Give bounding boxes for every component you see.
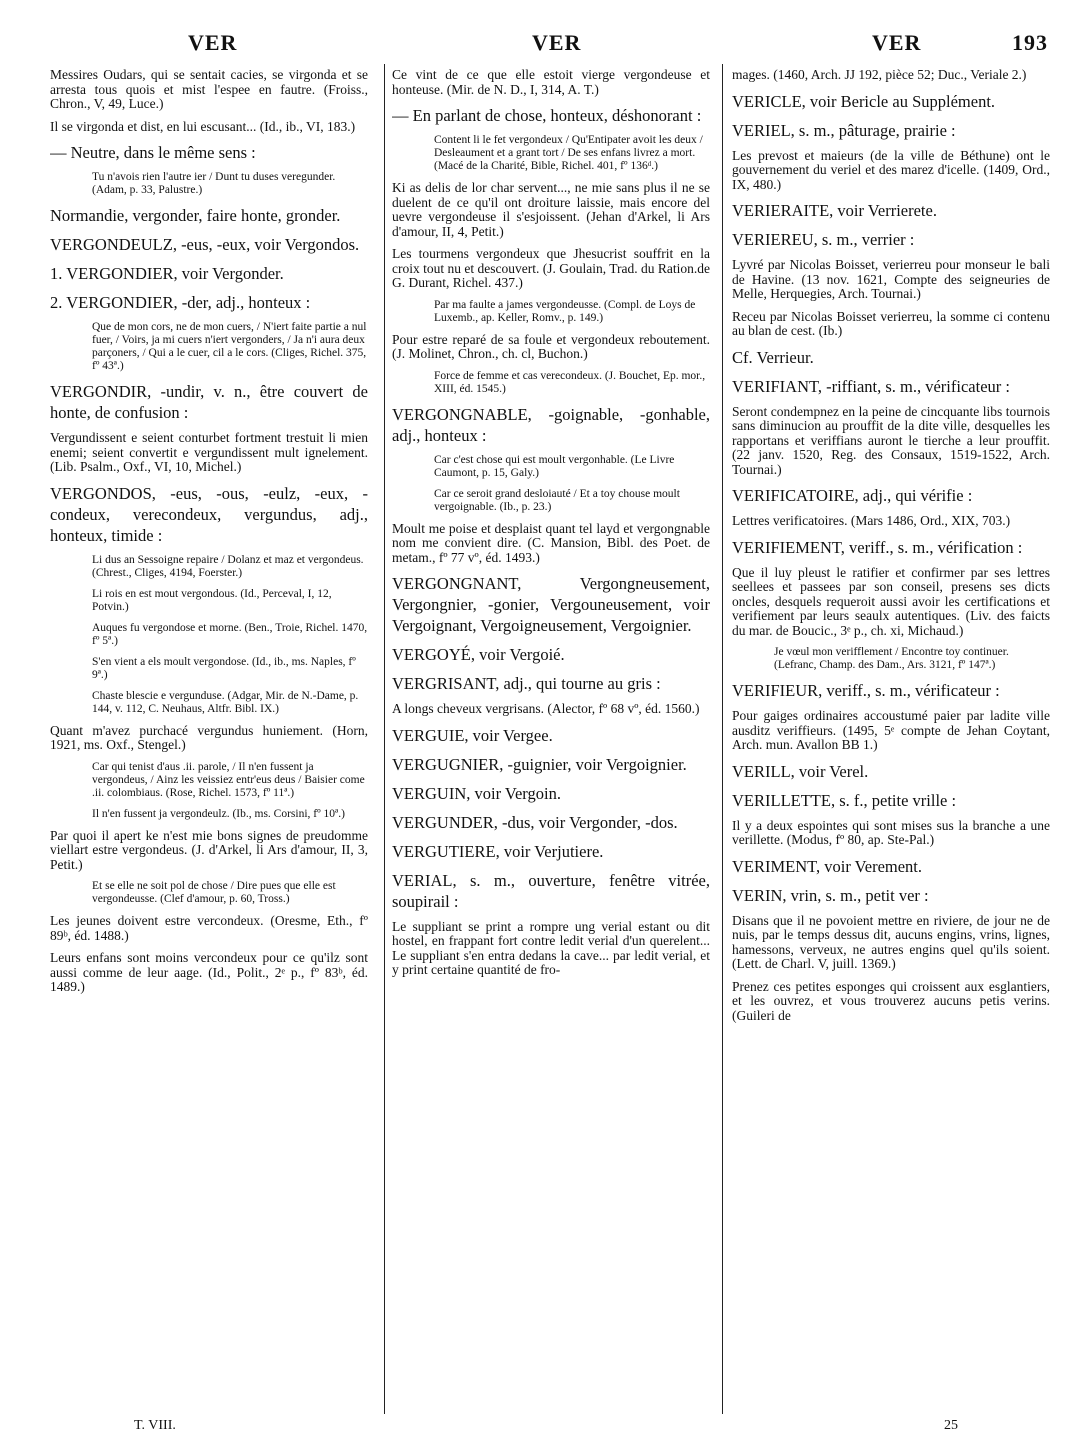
- prose-citation: Ki as delis de lor char servent..., ne mie sans plus il ne se duelent de ce qu'il ont droiture laissie, mais encore del uevre vergondeuse il s'esjoissent. (Jehan d'Arkel, li Ars d'amour, II, 4, Petit.): [392, 180, 710, 239]
- running-head-left: VER: [188, 30, 238, 55]
- prose-citation: Pour estre reparé de sa foule et vergondeux reboutement. (J. Molinet, Chron., ch. cl, Buchon.): [392, 331, 710, 361]
- entry-headword: VERICLE, voir Bericle au Supplément.: [732, 91, 996, 111]
- entry-headword: VERGONDIR, -undir, v. n., être couvert de honte, de confusion :: [50, 382, 368, 422]
- entry-headword: VERGONGNANT, Vergongneusement, Vergongnier, -gonier, Vergouneusement, voir Vergoignant, Vergoigneusement, Vergoignier.: [392, 574, 710, 635]
- entry-headword: VERGUNDER, -dus, voir Vergonder, -dos.: [392, 812, 678, 832]
- running-head-right: VER: [872, 30, 922, 55]
- entry-headword: — Neutre, dans le même sens :: [50, 143, 256, 162]
- entry-headword: VERIAL, s. m., ouverture, fenêtre vitrée, soupirail :: [392, 870, 710, 911]
- verse-citation: Car c'est chose qui est moult vergonhable. (Le Livre Caumont, p. 15, Galy.): [434, 453, 675, 479]
- entry-headword: VERIERAITE, voir Verrierete.: [732, 201, 937, 220]
- entry-headword: VERGUGNIER, -guignier, voir Vergoignier.: [392, 754, 687, 774]
- prose-citation: Prenez ces petites esponges qui croissent aux esglantiers, et les ouvrez, et vous trouverez aucuns petis verins. (Guileri de: [732, 978, 1050, 1023]
- prose-citation: mages. (1460, Arch. JJ 192, pièce 52; Duc., Veriale 2.): [732, 68, 1027, 82]
- entry-headword: VERIFICATOIRE, adj., qui vérifie :: [732, 486, 973, 505]
- verse-citation: Chaste blescie e vergunduse. (Adgar, Mir. de N.-Dame, p. 144, v. 112, C. Neuhaus, Altfr. Bibl. IX.): [92, 689, 359, 715]
- entry-headword: VERGUIN, voir Vergoin.: [392, 783, 561, 803]
- entry-headword: VERGONGNABLE, -goignable, -gonhable, adj., honteux :: [392, 404, 710, 445]
- entry-headword: VERILL, voir Verel.: [732, 761, 869, 781]
- prose-citation: Par quoi il apert ke n'est mie bons signes de preudomme viellart estre vergondeus. (J. d'Arkel, li Ars d'amour, II, 3, Petit.): [50, 827, 368, 872]
- prose-citation: Receu par Nicolas Boisset verierreu, la somme ci contenu au blan de cest. (Ib.): [732, 308, 1050, 338]
- verse-citation: Que de mon cors, ne de mon cuers, / N'iert faite partie a nul fuer, / Voirs, ja mi cuers n'iert vergonders, / Ja n'i aura deux parçoners, / Qui a le cuer, cil a le cors. (Cliges, Richel. 375, fº 43ª.): [92, 321, 367, 372]
- entry-headword: 1. VERGONDIER, voir Vergonder.: [50, 264, 284, 283]
- column-rule-left: [384, 64, 385, 1414]
- page-number: 193: [1012, 30, 1048, 55]
- entry-headword: VERGONDOS, -eus, -ous, -eulz, -eux, -condeux, verecondeux, vergundus, adj., honteux, timide :: [50, 483, 368, 545]
- prose-citation: Les tourmens vergondeux que Jhesucrist souffrit en la croix tout nu et descouvert. (J. Goulain, Trad. du Ration.de G. Durant, Richel. 437.): [392, 246, 710, 290]
- prose-citation: Lettres verificatoires. (Mars 1486, Ord., XIX, 703.): [732, 513, 1011, 528]
- prose-citation: Seront condempnez en la peine de cincquante libs tournois sans diminucion au prouffit de la dite ville, desquelles les rapportans et veriffians auront le tierche a leur prouffit. (22 janv. 1520, Reg. des Consaux, 1519-1522, Arch. Tournai.): [732, 403, 1050, 477]
- running-head-center: VER: [532, 30, 582, 55]
- entry-headword: VERIFIANT, -riffiant, s. m., vérificateur :: [732, 376, 1010, 396]
- entry-headword: VERGOYÉ, voir Vergoié.: [392, 645, 565, 664]
- prose-citation: A longs cheveux vergrisans. (Alector, fº 68 vº, éd. 1560.): [392, 701, 700, 716]
- entry-headword: VERIEL, s. m., pâturage, prairie :: [732, 120, 956, 140]
- entry-headword: VERIEREU, s. m., verrier :: [732, 230, 915, 249]
- prose-citation: Les prevost et maieurs (de la ville de Béthune) ont le gouvernement du veriel et des marez d'icelle. (1409, Ord., IX, 480.): [732, 147, 1050, 192]
- column-middle: [392, 68, 710, 1408]
- entry-headword: VERGONDEULZ, -eus, -eux, voir Vergondos.: [50, 235, 360, 254]
- entry-headword: VERGUTIERE, voir Verjutiere.: [392, 841, 604, 861]
- verse-citation: Il n'en fussent ja vergondeulz. (Ib., ms. Corsini, fº 10ª.): [92, 807, 345, 820]
- entry-headword: VERILLETTE, s. f., petite vrille :: [732, 790, 957, 810]
- prose-citation: Il se virgonda et dist, en lui escusant... (Id., ib., VI, 183.): [50, 118, 356, 134]
- verse-citation: Content li le fet vergondeux / Qu'Entipater avoit les deux / Desleaument et a grant tort / De ses enfans livrez a mort. (Macé de la Charité, Bible, Richel. 401, fº 136ᵈ.): [434, 134, 703, 172]
- verse-citation: Auques fu vergondose et morne. (Ben., Troie, Richel. 1470, fº 5ª.): [92, 621, 368, 647]
- prose-citation: Leurs enfans sont moins vercondeux pour ce qu'ilz sont aussi comme de leur aage. (Id., Polit., 2ᵉ p., fº 83ᵇ, éd. 1489.): [50, 950, 368, 994]
- prose-citation: Que il luy pleust le ratifier et confirmer par ses lettres seellees et passees par son conseil, presens ses dicts oncles, desquels requeroit aussi avoir les certifications et verifiement par leurs seaulx autentiques. (Liv. des faicts du mar. de Boucic., 3ᵉ p., ch. xi, Michaud.): [732, 564, 1050, 638]
- entry-headword: VERIN, vrin, s. m., petit ver :: [732, 885, 929, 905]
- prose-citation: Il y a deux espointes qui sont mises sus la branche a une verillette. (Modus, fº 80, ap. Ste-Pal.): [732, 817, 1050, 847]
- entry-headword: Normandie, vergonder, faire honte, gronder.: [50, 206, 341, 225]
- volume-label: T. VIII.: [134, 1418, 176, 1433]
- prose-citation: Messires Oudars, qui se sentait cacies, se virgonda et se arresta tous quois et mist l'espee en fautre. (Froiss., Chron., V, 49, Luce.): [50, 68, 368, 111]
- entry-headword: Cf. Verrieur.: [732, 347, 814, 367]
- prose-citation: Lyvré par Nicolas Boisset, verierreu pour monseur le bali de Havine. (13 nov. 1621, Compte des seigneuries de Melle, Herquegies, Arch. Tournai.): [732, 257, 1050, 301]
- prose-citation: Ce vint de ce que elle estoit vierge vergondeuse et honteuse. (Mir. de N. D., I, 314, A. T.): [392, 68, 710, 97]
- entry-headword: VERGRISANT, adj., qui tourne au gris :: [392, 674, 661, 693]
- verse-citation: Et se elle ne soit pol de chose / Dire pues que elle est vergondeusse. (Clef d'amour, p. 60, Tross.): [92, 880, 336, 905]
- verse-citation: Je vœul mon verifflement / Encontre toy continuer. (Lefranc, Champ. des Dam., Ars. 3121, fº 147ª.): [774, 646, 1009, 671]
- signature-mark: 25: [944, 1418, 958, 1433]
- verse-citation: S'en vient a els moult vergondose. (Id., ib., ms. Naples, fº 9ª.): [92, 655, 356, 681]
- entry-headword: VERIFIEMENT, veriff., s. m., vérification :: [732, 537, 1023, 557]
- verse-citation: Li rois en est mout vergondous. (Id., Perceval, I, 12, Potvin.): [92, 587, 332, 613]
- prose-citation: Pour gaiges ordinaires accoustumé paier par ladite ville ausditz veriffieurs. (1495, 5ᵉ compte de Jehan Coytant, Arch. mun. Avallon BB 1.): [732, 708, 1050, 752]
- verse-citation: Tu n'avois rien l'autre ier / Dunt tu duses veregunder. (Adam, p. 33, Palustre.): [92, 171, 336, 196]
- verse-citation: Par ma faulte a james vergondeusse. (Compl. de Loys de Luxemb., ap. Keller, Romv., p. 149.): [434, 298, 696, 324]
- verse-citation: Car qui tenist d'aus .ii. parole, / Il n'en fussent ja vergondeus, / Ainz les veissiez entr'eus deus / Baisier come .ii. colombiaus. (Rose, Richel. 1573, fº 11ª.): [92, 760, 365, 799]
- column-rule-right: [722, 64, 723, 1414]
- prose-citation: Vergundissent e seient conturbet fortment trestuit li mien enemi; seient convertit e vergundissent mult ignelement. (Lib. Psalm., Oxf., VI, 10, Michel.): [50, 430, 368, 474]
- prose-citation: Quant m'avez purchacé vergundus huniement. (Horn, 1921, ms. Oxf., Stengel.): [50, 722, 368, 752]
- prose-citation: Disans que il ne povoient mettre en riviere, de jour ne de nuis, par le temps dessus dit, aucuns engins, vrins, lignes, hamessons, verveux, ne autres engins quel qu'ils soient. (Lett. de Charl. V, juill. 1369.): [732, 912, 1050, 971]
- verse-citation: Li dus an Sessoigne repaire / Dolanz et maz et vergondeus. (Chrest., Cliges, 4194, Foerster.): [92, 553, 364, 579]
- verse-citation: Car ce seroit grand desloiauté / Et a toy chouse moult vergoignable. (Ib., p. 23.): [434, 487, 680, 513]
- entry-headword: — En parlant de chose, honteux, déshonorant :: [392, 106, 702, 125]
- column-left: [50, 68, 368, 1398]
- entry-headword: VERIMENT, voir Verement.: [732, 856, 923, 876]
- prose-citation: Les jeunes doivent estre vercondeux. (Oresme, Eth., fº 89ᵇ, éd. 1488.): [50, 913, 368, 943]
- prose-citation: Le suppliant se print a rompre ung verial estant ou dit hostel, en frappant fort contre ledit verial d'un querelent... Le suppliant s'en entra dedans la cave... par ledit verial, et y print certaine quantité de fro-: [392, 918, 710, 977]
- column-right: [732, 68, 1050, 1408]
- entry-headword: 2. VERGONDIER, -der, adj., honteux :: [50, 293, 311, 312]
- entry-headword: VERIFIEUR, veriff., s. m., vérificateur :: [732, 681, 1000, 700]
- prose-citation: Moult me poise et desplaist quant tel layd et vergongnable nom me convient dire. (C. Mansion, Bibl. des Poet. de metam., fº 77 vº, éd. 1493.): [392, 520, 710, 565]
- entry-headword: VERGUIE, voir Vergee.: [392, 725, 553, 745]
- verse-citation: Force de femme et cas verecondeux. (J. Bouchet, Ep. mor., XIII, éd. 1545.): [434, 369, 706, 395]
